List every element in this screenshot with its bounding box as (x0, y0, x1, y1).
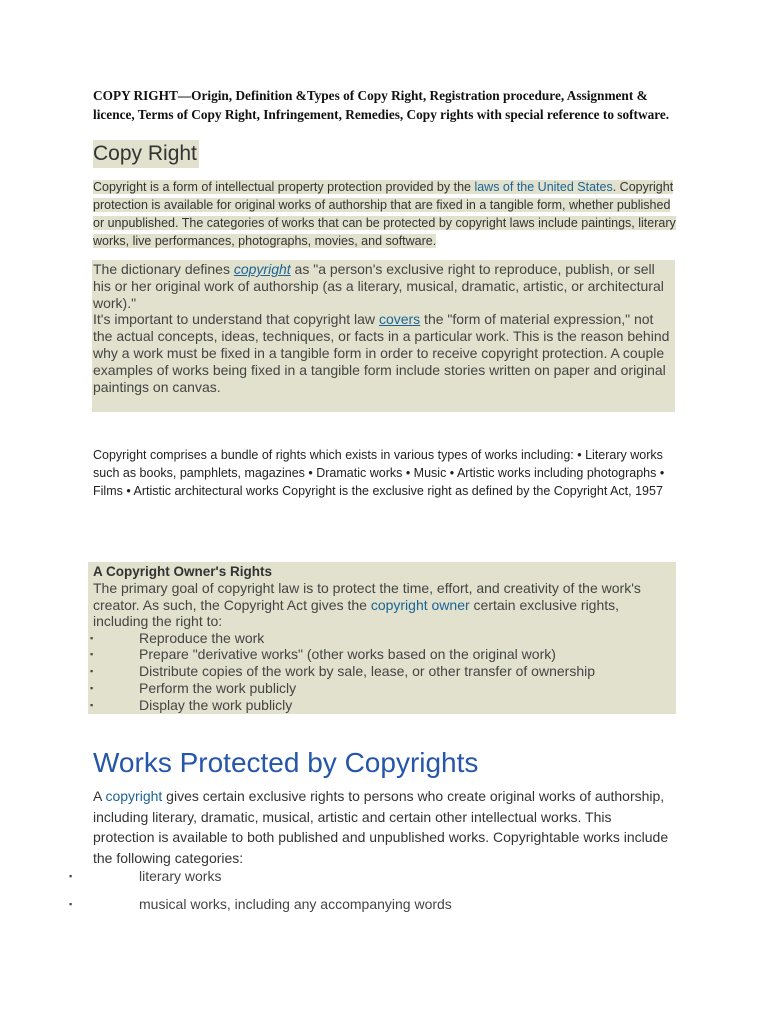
square-bullet-icon: ▪ (69, 899, 73, 909)
list-item (90, 679, 673, 697)
copyright-owner-link[interactable]: copyright owner (370, 596, 470, 613)
list-item-label: musical works, including any accompanying words (139, 896, 452, 912)
square-bullet-icon: ▪ (90, 699, 94, 710)
list-item-label: Prepare "derivative works" (other works based on the original work) (139, 646, 556, 663)
bundle-of-rights-paragraph: Copyright comprises a bundle of rights which exists in various types of works including: • Literary works such as books, pamphlets, magazines • Dramatic works • Music • Artistic works including photographs • Films • Artistic architectural works Copyright is the exclusive right as defined by the Copyright Act, 1957 (93, 448, 665, 498)
list-item (90, 696, 673, 714)
dictionary-definition-box (92, 260, 675, 412)
square-bullet-icon: ▪ (90, 649, 94, 660)
document-page (69, 86, 677, 912)
dict-p2-before: It's important to understand that copyright law (93, 311, 379, 328)
list-item-label: Display the work publicly (139, 696, 293, 713)
list-item (90, 629, 673, 647)
covers-link[interactable]: covers (378, 311, 421, 328)
dict-p1-after: as "a person's exclusive right to reproduce, publish, or sell his or her original work of authorship (as a literary, musical, dramatic, artistic, or architectural work)." (93, 261, 664, 311)
owner-rights-list (90, 629, 673, 714)
owner-text-after: certain exclusive rights, including the right to: (93, 596, 620, 629)
list-item (69, 866, 669, 886)
list-item (69, 894, 669, 914)
dict-p1-before: The dictionary defines (93, 261, 234, 277)
works-text-before: A (93, 788, 106, 804)
list-item-label: Perform the work publicly (139, 679, 297, 696)
square-bullet-icon: ▪ (90, 632, 94, 643)
works-protected-title: Works Protected by Copyrights (93, 747, 479, 778)
square-bullet-icon: ▪ (90, 682, 94, 693)
dict-p2-after: the "form of material expression," not the actual concepts, ideas, techniques, or facts in a particular work. This is the reason behind why a work must be fixed in a tangible form in order to receive copyright protection. A couple examples of works being fixed in a tangible form include stories written on paper and original paintings on canvas. (93, 311, 670, 395)
dictionary-paragraph-2 (93, 311, 675, 395)
owner-text-before: The primary goal of copyright law is to protect the time, effort, and creativity of the work's creator. As such, the Copyright Act gives the (93, 580, 641, 613)
owner-rights-title: A Copyright Owner's Rights (93, 564, 272, 579)
dictionary-paragraph-1 (93, 261, 675, 311)
laws-of-united-states-link[interactable]: laws of the United States (474, 180, 613, 194)
square-bullet-icon: ▪ (69, 871, 73, 881)
list-item (90, 646, 673, 663)
copyright-link[interactable]: copyright (105, 788, 163, 804)
copyrightable-categories-list (69, 866, 669, 922)
intro-text-after: . Copyright protection is available for original works of authorship that are fixed in a tangible form, whether published or unpublished. The categories of works that can be protected by copyright laws include paintings, literary works, live performances, photographs, movies, and software. (93, 180, 676, 248)
intro-text-before: Copyright is a form of intellectual property protection provided by the (93, 180, 475, 194)
square-bullet-icon: ▪ (90, 666, 94, 677)
document-heading: COPY RIGHT—Origin, Definition &Types of Copy Right, Registration procedure, Assignment & licence, Terms of Copy Right, Infringement, Remedies, Copy rights with special reference to software. (93, 88, 670, 122)
list-item-label: literary works (139, 868, 222, 884)
copyright-definition-link[interactable]: copyright (233, 261, 291, 277)
list-item-label: Distribute copies of the work by sale, lease, or other transfer of ownership (139, 663, 595, 680)
works-protected-paragraph (93, 786, 673, 868)
owner-rights-text (93, 580, 673, 630)
copy-right-title: Copy Right (93, 140, 199, 168)
list-item-label: Reproduce the work (139, 629, 265, 646)
list-item (90, 663, 673, 680)
owner-rights-box (88, 562, 676, 714)
copy-right-intro (93, 178, 677, 250)
works-text-after: gives certain exclusive rights to persons who create original works of authorship, including literary, dramatic, musical, artistic and certain other intellectual works. This protection is available to both published and unpublished works. Copyrightable works include the following categories: (93, 788, 669, 866)
